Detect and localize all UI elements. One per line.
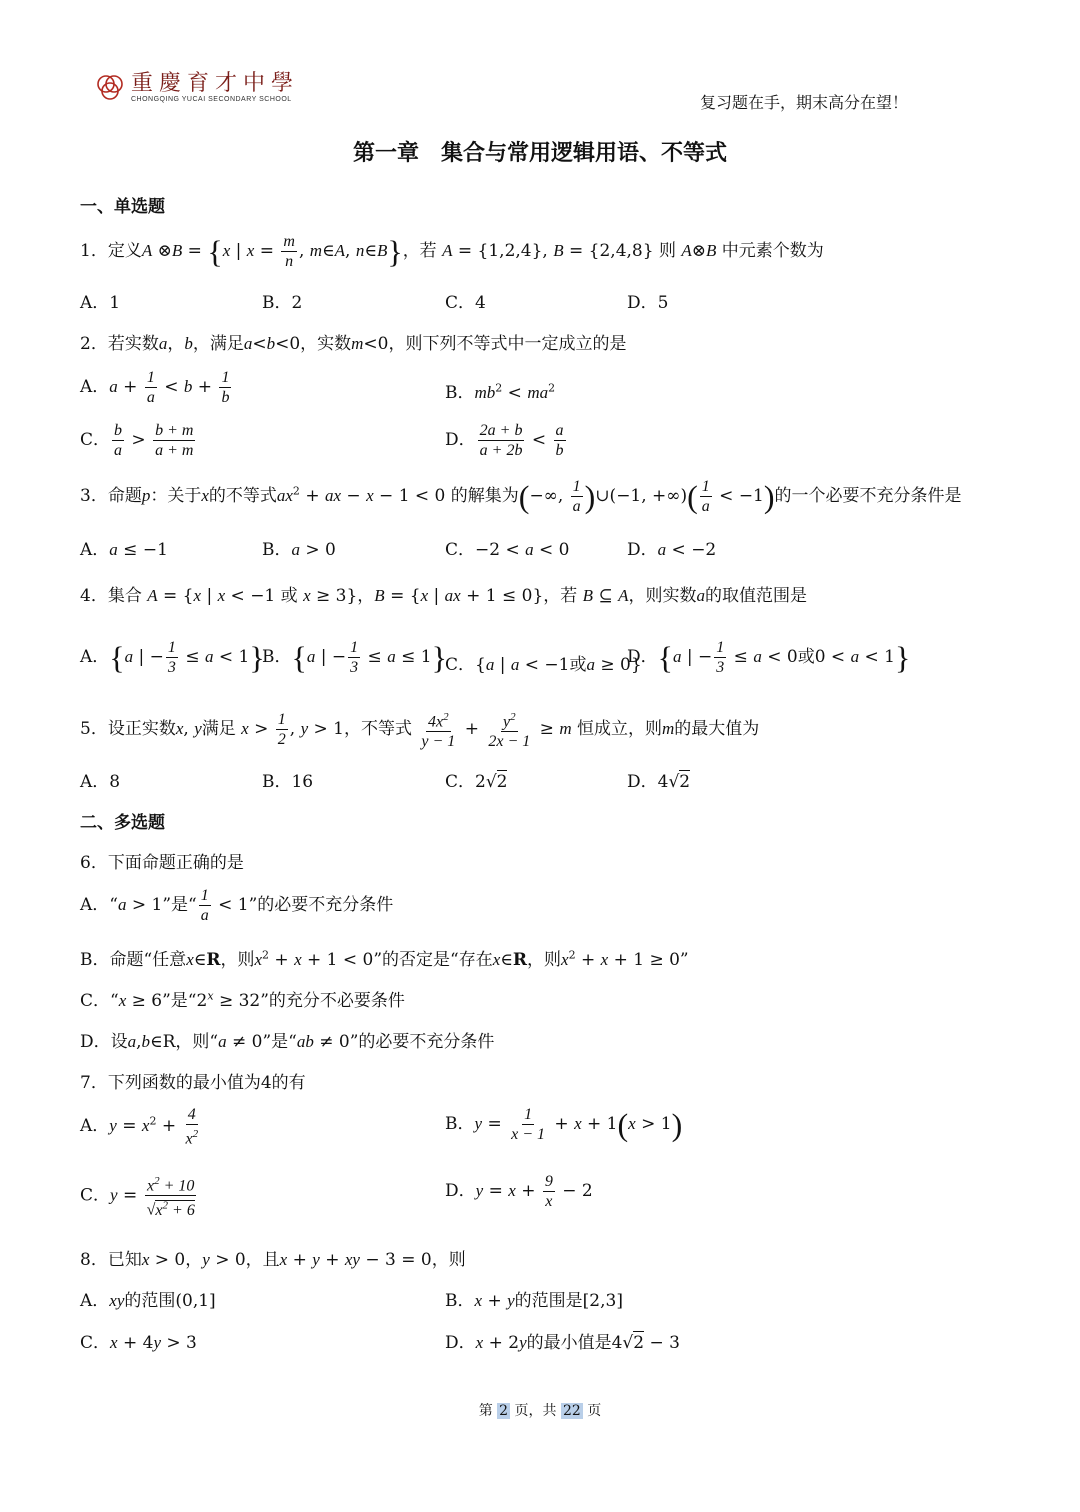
q8-option-c[interactable]: C．x + 4y > 3: [80, 1333, 197, 1353]
page-footer: [0, 1400, 1080, 1420]
footer-mid: 页，共: [514, 1403, 557, 1419]
q1-option-d[interactable]: D．5: [627, 293, 669, 313]
q2-option-d[interactable]: D． $\frac{2a + b}{a + 2b}$ < $\frac{a}{b}$: [445, 422, 564, 459]
q6-option-d[interactable]: D．设a,b∈R，则“a ≠ 0”是“ab ≠ 0”的必要不充分条件: [80, 1032, 495, 1052]
question-2: 2．若实数a，b，满足a<b<0，实数m<0，则下列不等式中一定成立的是: [80, 334, 627, 354]
current-page: 2: [499, 1403, 509, 1419]
question-1: 1．定义A ⊗B = {x | x = $\frac{m}{n}$ , m∈A, n∈B}，若 A = {1,2,4}, B = {2,4,8} 则 A⊗B 中元素个数为: [80, 233, 824, 270]
q8-option-b[interactable]: B．x + y的范围是[2,3]: [445, 1291, 623, 1311]
slogan: 复习题在手，期末高分在望！: [699, 93, 908, 112]
q7-option-c[interactable]: C．y = $\frac{x^2 + 10}{√x^2 + 6}$: [80, 1172, 199, 1220]
footer-suffix: 页: [587, 1403, 602, 1419]
q6-option-a[interactable]: A．“a > 1”是“ $\frac{1}{a}$ < 1”的必要不充分条件: [80, 887, 394, 924]
q7-option-d[interactable]: D．y = x + $\frac{9}{x}$ − 2: [445, 1173, 593, 1210]
question-4: 4．集合 A = {x | x < −1 或 x ≥ 3}，B = {x | ax + 1 ≤ 0}，若 B ⊆ A，则实数a的取值范围是: [80, 586, 808, 606]
school-emblem-icon: [95, 73, 125, 103]
q2-option-b[interactable]: B．$mb^2 < ma^2$: [445, 381, 556, 403]
q4-option-a[interactable]: A．{a | − $\frac{1}{3}$ ≤ a < 1}: [80, 639, 265, 676]
q7-option-b[interactable]: B．y = $\frac{1}{x - 1}$ + x + 1(x > 1): [445, 1106, 683, 1143]
q3-option-c[interactable]: C．−2 < a < 0: [445, 540, 570, 560]
q3-option-a[interactable]: A．a ≤ −1: [80, 540, 168, 560]
q3-option-d[interactable]: D．a < −2: [627, 540, 717, 560]
school-name-en: CHONGQING YUCAI SECONDARY SCHOOL: [131, 96, 292, 103]
q8-option-d[interactable]: D．x + 2y的最小值是4√2 − 3: [445, 1333, 680, 1353]
q7-option-a[interactable]: A．$y = x^2$ + $\frac{4}{x^2}$: [80, 1106, 199, 1148]
section-multiple-choice: 二、多选题: [80, 813, 165, 833]
section-single-choice: 一、单选题: [80, 197, 165, 217]
q2-option-c[interactable]: C． $\frac{b}{a}$ > $\frac{b + m}{a + m}$: [80, 422, 194, 459]
q5-option-a[interactable]: A．8: [80, 772, 121, 792]
q5-option-b[interactable]: B．16: [262, 772, 314, 792]
question-3: 3．命题p：关于x的不等式$ax^2$ + ax − x − 1 < 0 的解集为(−∞, $\frac{1}{a}$ )∪(−1, +∞)( $\frac{1}{a}$ < −1)的一个必要不充分条件是: [80, 478, 962, 515]
chapter-title: 第一章 集合与常用逻辑用语、不等式: [352, 141, 727, 166]
q6-option-c[interactable]: C．“x ≥ 6”是“$2^x \ge 32$”的充分不必要条件: [80, 989, 405, 1011]
q8-option-a[interactable]: A．xy的范围(0,1]: [80, 1291, 216, 1311]
question-8: 8．已知x > 0，y > 0，且x + y + xy − 3 = 0，则: [80, 1250, 466, 1270]
q4-option-d[interactable]: D．{a | − $\frac{1}{3}$ ≤ a < 0或0 < a < 1}: [627, 639, 911, 676]
q1-option-b[interactable]: B．2: [262, 293, 303, 313]
question-6: 6．下面命题正确的是: [80, 853, 244, 873]
q2-option-a[interactable]: A．a + $\frac{1}{a}$ < b + $\frac{1}{b}$: [80, 369, 230, 406]
school-name-cn: 重慶育才中學: [131, 71, 300, 96]
question-5: 5．设正实数x, y满足 x > $\frac{1}{2}$ , y > 1，不等式 $\frac{4x^2}{y - 1}$ + $\frac{y^2}{2x - 1}$ ≥ m 恒成立，则m的最大值为: [80, 708, 759, 751]
q3-option-b[interactable]: B．a > 0: [262, 540, 336, 560]
school-logo: [95, 72, 299, 103]
q1-number: 1．定义: [80, 241, 142, 261]
q1-option-a[interactable]: A．1: [80, 293, 121, 313]
q1-option-c[interactable]: C．4: [445, 293, 486, 313]
q5-option-d[interactable]: D．4√2: [627, 772, 691, 792]
footer-prefix: 第: [478, 1403, 493, 1419]
question-7: 7．下列函数的最小值为4的有: [80, 1073, 306, 1093]
q4-option-c[interactable]: C．{a | a < −1或a ≥ 0}: [445, 655, 642, 675]
q5-option-c[interactable]: C．2√2: [445, 772, 508, 792]
q6-option-b[interactable]: B．命题“任意x∈R，则$x^2 + x + 1 < 0$”的否定是“存在x∈R，则$x^2 + x + 1 \ge 0$”: [80, 948, 689, 970]
total-pages: 22: [563, 1403, 581, 1419]
q4-option-b[interactable]: B．{a | − $\frac{1}{3}$ ≤ a ≤ 1}: [262, 639, 447, 676]
